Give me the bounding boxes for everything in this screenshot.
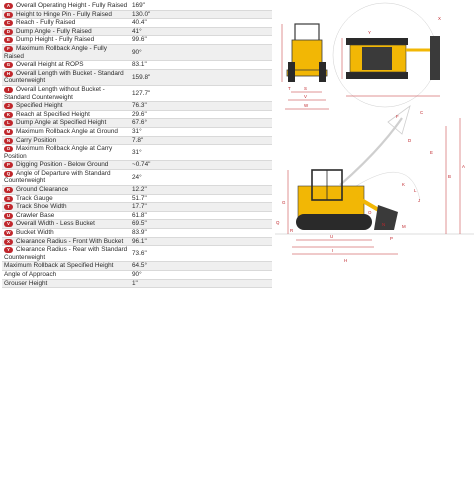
spec-label-cell	[2, 36, 130, 45]
spec-value: 7.8"	[130, 136, 189, 145]
spec-row	[2, 246, 272, 262]
spec-value: 64.5°	[130, 262, 189, 271]
spec-row	[2, 110, 272, 119]
spec-row	[2, 186, 272, 195]
spec-row	[2, 194, 272, 203]
spec-letter-badge: P	[4, 162, 13, 168]
spec-letter-badge: O	[4, 146, 13, 152]
spec-value: 41°	[130, 27, 189, 36]
spec-letter-badge: X	[4, 239, 13, 245]
spec-value: 40.4"	[130, 19, 189, 28]
spec-label-cell	[2, 271, 130, 280]
spec-label-cell	[2, 85, 130, 101]
diagram-label-f: F	[396, 114, 399, 119]
spec-value: 169"	[130, 2, 189, 10]
diagram-label-x: X	[438, 16, 441, 21]
spec-row	[2, 279, 272, 288]
spec-empty-cell	[189, 136, 272, 145]
spec-label-cell	[2, 19, 130, 28]
spec-letter-badge: B	[4, 12, 13, 18]
spec-label: Angle of Approach	[4, 271, 57, 278]
spec-label-cell	[2, 69, 130, 85]
spec-row	[2, 145, 272, 161]
spec-row	[2, 262, 272, 271]
spec-label: Specified Height	[16, 102, 63, 110]
spec-table	[2, 2, 272, 288]
spec-empty-cell	[189, 27, 272, 36]
spec-row	[2, 211, 272, 220]
spec-value: 83.1"	[130, 61, 189, 70]
spec-letter-badge: Y	[4, 247, 13, 253]
spec-label-cell	[2, 10, 130, 19]
top-view-bucket	[430, 36, 440, 80]
spec-row	[2, 19, 272, 28]
side-view-track	[296, 214, 372, 230]
spec-row	[2, 36, 272, 45]
spec-label-cell	[2, 110, 130, 119]
spec-empty-cell	[189, 220, 272, 229]
side-view-body	[298, 186, 364, 218]
spec-table-body	[2, 2, 272, 288]
spec-empty-cell	[189, 36, 272, 45]
spec-empty-cell	[189, 85, 272, 101]
spec-value: 67.6°	[130, 119, 189, 128]
spec-letter-badge: A	[4, 3, 13, 9]
spec-value: 99.6"	[130, 36, 189, 45]
spec-empty-cell	[189, 186, 272, 195]
spec-label-cell	[2, 186, 130, 195]
spec-row	[2, 237, 272, 246]
spec-label: Overall Length with Bucket - Standard Counterweight	[4, 69, 124, 85]
spec-empty-cell	[189, 145, 272, 161]
spec-empty-cell	[189, 237, 272, 246]
diagram-label-i: I	[332, 248, 334, 253]
spec-label-cell	[2, 119, 130, 128]
spec-row	[2, 271, 272, 280]
spec-value: 51.7"	[130, 194, 189, 203]
spec-value: 130.0"	[130, 10, 189, 19]
spec-value: 127.7"	[130, 85, 189, 101]
diagram-label-c: C	[420, 110, 424, 115]
spec-letter-badge: I	[4, 87, 13, 93]
spec-label-cell	[2, 127, 130, 136]
spec-row	[2, 85, 272, 101]
spec-empty-cell	[189, 44, 272, 60]
spec-letter-badge: F	[4, 46, 13, 52]
spec-label-cell	[2, 229, 130, 238]
top-view-diagram	[333, 3, 440, 107]
diagram-label-l: L	[414, 188, 417, 193]
spec-empty-cell	[189, 2, 272, 10]
spec-label-cell	[2, 145, 130, 161]
diagram-label-r: R	[290, 228, 294, 233]
diagram-label-h: H	[344, 258, 348, 263]
spec-label: Overall Operating Height - Fully Raised	[16, 2, 128, 9]
spec-label-cell	[2, 220, 130, 229]
spec-label: Maximum Rollback Angle at Ground	[16, 127, 118, 135]
spec-label-cell	[2, 194, 130, 203]
diagram-label-p: P	[390, 236, 393, 241]
diagram-svg	[270, 0, 474, 486]
spec-letter-badge: R	[4, 187, 13, 193]
spec-empty-cell	[189, 246, 272, 262]
spec-row	[2, 10, 272, 19]
spec-empty-cell	[189, 203, 272, 212]
spec-label: Digging Position - Below Ground	[16, 161, 109, 169]
diagram-label-k: K	[402, 182, 405, 187]
spec-empty-cell	[189, 194, 272, 203]
spec-empty-cell	[189, 279, 272, 288]
spec-letter-badge: T	[4, 204, 13, 210]
diagram-label-s: S	[304, 86, 307, 91]
spec-value: 31°	[130, 145, 189, 161]
spec-label-cell	[2, 246, 130, 262]
spec-label-cell	[2, 279, 130, 288]
spec-label: Track Gauge	[16, 194, 53, 202]
spec-value: 159.8"	[130, 69, 189, 85]
spec-label-cell	[2, 2, 130, 10]
spec-label-cell	[2, 237, 130, 246]
spec-letter-badge: Q	[4, 171, 13, 177]
spec-label-cell	[2, 136, 130, 145]
spec-label: Ground Clearance	[16, 186, 69, 194]
diagram-label-t: T	[288, 86, 291, 91]
spec-value: 90°	[130, 44, 189, 60]
spec-label: Angle of Departure with Standard Counterweight	[4, 169, 111, 185]
spec-value: 12.2"	[130, 186, 189, 195]
diagram-label-a: A	[462, 164, 465, 169]
spec-letter-badge: K	[4, 112, 13, 118]
spec-letter-badge: U	[4, 213, 13, 219]
spec-row	[2, 69, 272, 85]
spec-value: 17.7"	[130, 203, 189, 212]
spec-value: 90°	[130, 271, 189, 280]
spec-letter-badge: E	[4, 37, 13, 43]
diagram-label-o: O	[368, 210, 372, 215]
top-view-cab	[362, 47, 392, 70]
spec-empty-cell	[189, 119, 272, 128]
spec-letter-badge: G	[4, 62, 13, 68]
diagram-label-j: J	[418, 198, 421, 203]
side-view-bucket	[374, 205, 398, 230]
diagram-label-m: M	[402, 224, 406, 229]
spec-empty-cell	[189, 61, 272, 70]
spec-label: Overall Width - Less Bucket	[16, 220, 95, 228]
spec-value: 1"	[130, 279, 189, 288]
spec-label: Grouser Height	[4, 279, 48, 287]
spec-letter-badge: W	[4, 230, 13, 236]
spec-row	[2, 220, 272, 229]
spec-label-cell	[2, 161, 130, 170]
front-view-body	[292, 40, 322, 74]
diagram-label-w: W	[304, 103, 309, 108]
spec-row	[2, 229, 272, 238]
spec-label: Overall Length without Bucket - Standard Counterweight	[4, 85, 105, 101]
spec-value: 73.6"	[130, 246, 189, 262]
spec-label: Reach - Fully Raised	[16, 19, 76, 27]
spec-label-cell	[2, 169, 130, 185]
side-view-raised-arm	[340, 118, 402, 185]
spec-label-cell	[2, 61, 130, 70]
spec-empty-cell	[189, 211, 272, 220]
spec-label: Maximum Rollback Angle at Carry Position	[4, 145, 113, 160]
side-view-raised-bucket	[388, 106, 410, 134]
spec-value: 31°	[130, 127, 189, 136]
spec-value: 61.8"	[130, 211, 189, 220]
spec-value: 96.1"	[130, 237, 189, 246]
spec-letter-badge: N	[4, 138, 13, 144]
spec-empty-cell	[189, 169, 272, 185]
diagram-label-u: U	[330, 234, 334, 239]
spec-empty-cell	[189, 271, 272, 280]
spec-label: Dump Height - Fully Raised	[16, 36, 95, 44]
top-view-left-track	[346, 38, 408, 45]
spec-label-cell	[2, 211, 130, 220]
spec-value: 69.5"	[130, 220, 189, 229]
spec-label: Maximum Rollback at Specified Height	[4, 262, 114, 270]
diagram-label-y: Y	[368, 30, 371, 35]
side-view-diagram	[275, 106, 474, 254]
spec-empty-cell	[189, 19, 272, 28]
spec-label: Dump Angle at Specified Height	[16, 119, 107, 127]
spec-letter-badge: C	[4, 20, 13, 26]
spec-empty-cell	[189, 127, 272, 136]
front-view-right-track	[319, 62, 326, 82]
spec-row	[2, 136, 272, 145]
spec-empty-cell	[189, 229, 272, 238]
spec-letter-badge: V	[4, 221, 13, 227]
spec-label: Clearance Radius - Rear with Standard Counterweight	[4, 246, 128, 261]
spec-row	[2, 102, 272, 111]
diagram-label-e: E	[430, 150, 433, 155]
spec-empty-cell	[189, 69, 272, 85]
spec-label: Bucket Width	[16, 229, 54, 237]
spec-value: 76.3"	[130, 102, 189, 111]
spec-empty-cell	[189, 110, 272, 119]
spec-letter-badge: D	[4, 29, 13, 35]
spec-row	[2, 169, 272, 185]
spec-label: Reach at Specified Height	[16, 110, 90, 118]
spec-letter-badge: M	[4, 129, 13, 135]
spec-value: 83.9"	[130, 229, 189, 238]
spec-row	[2, 27, 272, 36]
spec-row	[2, 127, 272, 136]
spec-row	[2, 161, 272, 170]
spec-value: 24°	[130, 169, 189, 185]
spec-label-cell	[2, 262, 130, 271]
spec-row	[2, 61, 272, 70]
spec-row	[2, 119, 272, 128]
front-view-left-track	[288, 62, 295, 82]
spec-empty-cell	[189, 10, 272, 19]
diagram-label-q: Q	[276, 220, 280, 225]
top-view-right-track	[346, 72, 408, 79]
spec-row	[2, 2, 272, 10]
spec-label-cell	[2, 44, 130, 60]
spec-label-cell	[2, 203, 130, 212]
spec-empty-cell	[189, 102, 272, 111]
spec-letter-badge: L	[4, 120, 13, 126]
spec-label: Maximum Rollback Angle - Fully Raised	[4, 44, 107, 60]
spec-label: Dump Angle - Fully Raised	[16, 27, 92, 35]
spec-row	[2, 44, 272, 60]
spec-label: Height to Hinge Pin - Fully Raised	[16, 10, 112, 18]
spec-letter-badge: S	[4, 196, 13, 202]
spec-row	[2, 203, 272, 212]
spec-label: Track Shoe Width	[16, 203, 67, 211]
spec-letter-badge: J	[4, 103, 13, 109]
spec-label-cell	[2, 102, 130, 111]
spec-empty-cell	[189, 161, 272, 170]
dimension-diagrams	[270, 0, 474, 486]
spec-label: Clearance Radius - Front With Bucket	[16, 237, 124, 245]
spec-empty-cell	[189, 262, 272, 271]
diagram-label-d: D	[408, 138, 412, 143]
spec-label: Carry Position	[16, 136, 57, 144]
spec-letter-badge: H	[4, 71, 13, 77]
spec-label-cell	[2, 27, 130, 36]
diagram-label-g: G	[282, 200, 286, 205]
diagram-label-b: B	[448, 174, 451, 179]
spec-label: Crawler Base	[16, 211, 55, 219]
spec-value: ~0.74"	[130, 161, 189, 170]
spec-value: 29.6"	[130, 110, 189, 119]
diagram-label-n: N	[382, 222, 386, 227]
diagram-label-v: V	[304, 94, 307, 99]
spec-label: Overall Height at ROPS	[16, 61, 84, 69]
